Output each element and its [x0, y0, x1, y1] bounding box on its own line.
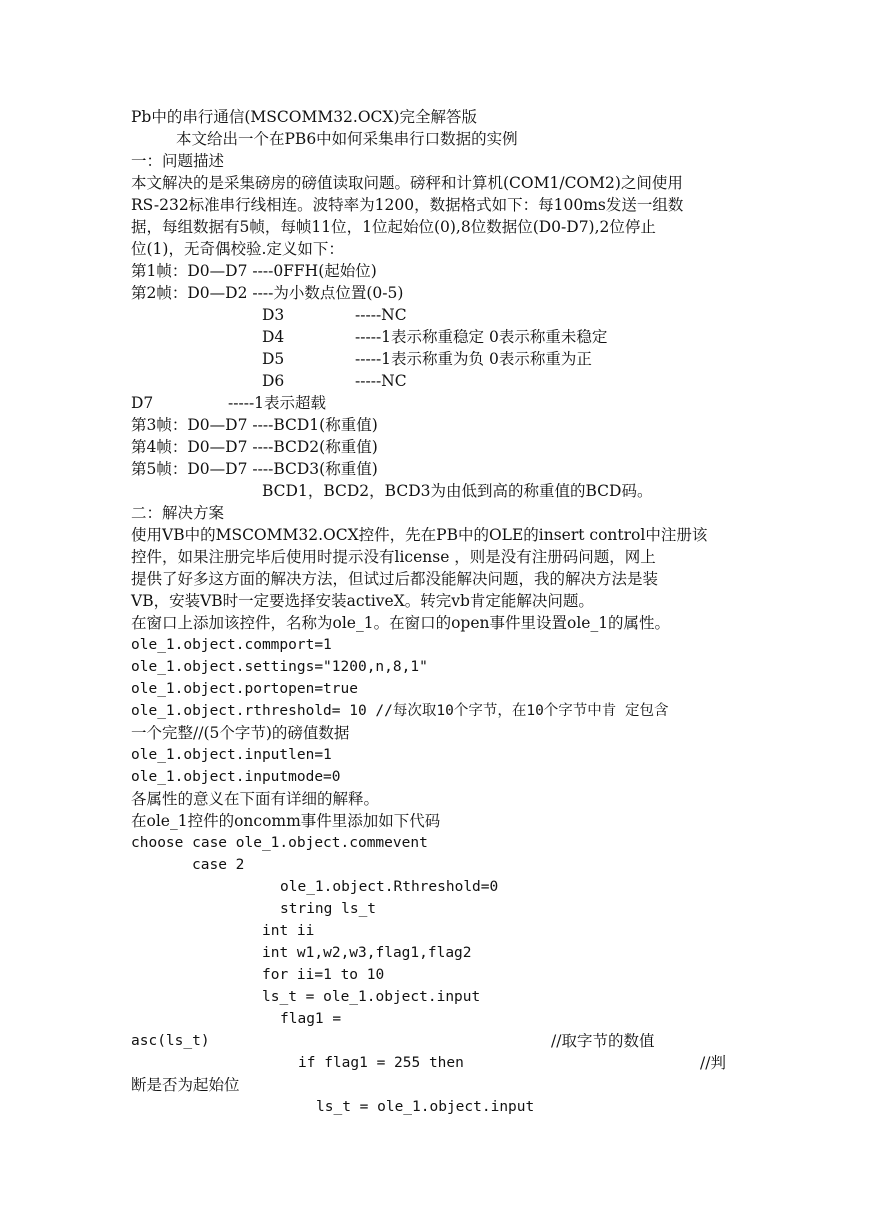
- code-line: ole_1.object.inputmode=0: [131, 769, 341, 785]
- code-line: if flag1 = 255 then: [298, 1055, 464, 1071]
- paragraph-line: 控件，如果注册完毕后使用时提示没有license ，则是没有注册码问题，网上: [131, 548, 656, 566]
- paragraph-line: 据，每组数据有5帧，每帧11位，1位起始位(0),8位数据位(D0-D7),2位停止: [131, 218, 656, 236]
- paragraph-line: VB，安装VB时一定要选择安装activeX。转完vb肯定能解决问题。: [131, 592, 594, 610]
- bit-label: D7: [131, 394, 154, 412]
- code-line: ole_1.object.inputlen=1: [131, 747, 332, 763]
- code-comment: //取字节的数值: [551, 1032, 655, 1050]
- code-line: ls_t = ole_1.object.input: [316, 1099, 535, 1115]
- paragraph-line: 在窗口上添加该控件，名称为ole_1。在窗口的open事件里设置ole_1的属性。: [131, 614, 671, 632]
- frame-definition: 第2帧：D0—D2 ----为小数点位置(0-5): [131, 284, 404, 302]
- code-line: ole_1.object.commport=1: [131, 637, 332, 653]
- code-line: ole_1.object.settings="1200,n,8,1": [131, 659, 428, 675]
- code-line: for ii=1 to 10: [262, 967, 385, 983]
- code-line: int ii: [262, 923, 315, 939]
- section-heading-solution: 二：解决方案: [131, 504, 225, 522]
- frame-definition: 第3帧：D0—D7 ----BCD1(称重值): [131, 416, 378, 434]
- bit-label: D4: [262, 328, 285, 346]
- code-line: string ls_t: [280, 901, 377, 917]
- code-line: ole_1.object.portopen=true: [131, 681, 358, 697]
- code-line: ole_1.object.rthreshold= 10 //每次取10个字节，在10个字节中肯 定包含: [131, 703, 669, 719]
- bit-label: D5: [262, 350, 285, 368]
- document-title: Pb中的串行通信(MSCOMM32.OCX)完全解答版: [131, 108, 477, 126]
- code-comment: //判: [700, 1054, 726, 1072]
- frame-definition: 第1帧：D0—D7 ----0FFH(起始位): [131, 262, 377, 280]
- paragraph-line: RS-232标准串行线相连。波特率为1200，数据格式如下：每100ms发送一组数: [131, 196, 684, 214]
- bit-description: -----1表示称重稳定 0表示称重未稳定: [355, 328, 608, 346]
- code-line: ls_t = ole_1.object.input: [262, 989, 481, 1005]
- bit-description: -----1表示称重为负 0表示称重为正: [355, 350, 592, 368]
- paragraph-line: 提供了好多这方面的解决方法，但试过后都没能解决问题，我的解决方法是装: [131, 570, 659, 588]
- bit-description: -----1表示超载: [228, 394, 327, 412]
- code-line: 一个完整//(5个字节)的磅值数据: [131, 724, 350, 742]
- bit-description: -----NC: [355, 306, 407, 324]
- code-line: choose case ole_1.object.commevent: [131, 835, 428, 851]
- paragraph-line: 各属性的意义在下面有详细的解释。: [131, 790, 380, 808]
- code-line: ole_1.object.Rthreshold=0: [280, 879, 499, 895]
- document-subtitle: 本文给出一个在PB6中如何采集串行口数据的实例: [176, 130, 518, 148]
- paragraph-line: 位(1)，无奇偶校验.定义如下：: [131, 240, 344, 258]
- code-line: int w1,w2,w3,flag1,flag2: [262, 945, 472, 961]
- bit-label: D6: [262, 372, 285, 390]
- code-line: case 2: [192, 857, 245, 873]
- code-line: flag1 =: [280, 1011, 342, 1027]
- section-heading-problem: 一：问题描述: [131, 152, 225, 170]
- paragraph-line: 在ole_1控件的oncomm事件里添加如下代码: [131, 812, 441, 830]
- bcd-note: BCD1，BCD2，BCD3为由低到高的称重值的BCD码。: [262, 482, 653, 500]
- code-comment: 断是否为起始位: [131, 1076, 240, 1094]
- paragraph-line: 本文解决的是采集磅房的磅值读取问题。磅秤和计算机(COM1/COM2)之间使用: [131, 174, 683, 192]
- frame-definition: 第4帧：D0—D7 ----BCD2(称重值): [131, 438, 378, 456]
- code-line: asc(ls_t): [131, 1033, 210, 1049]
- paragraph-line: 使用VB中的MSCOMM32.OCX控件，先在PB中的OLE的insert control中注册该: [131, 526, 708, 544]
- bit-label: D3: [262, 306, 285, 324]
- frame-definition: 第5帧：D0—D7 ----BCD3(称重值): [131, 460, 378, 478]
- bit-description: -----NC: [355, 372, 407, 390]
